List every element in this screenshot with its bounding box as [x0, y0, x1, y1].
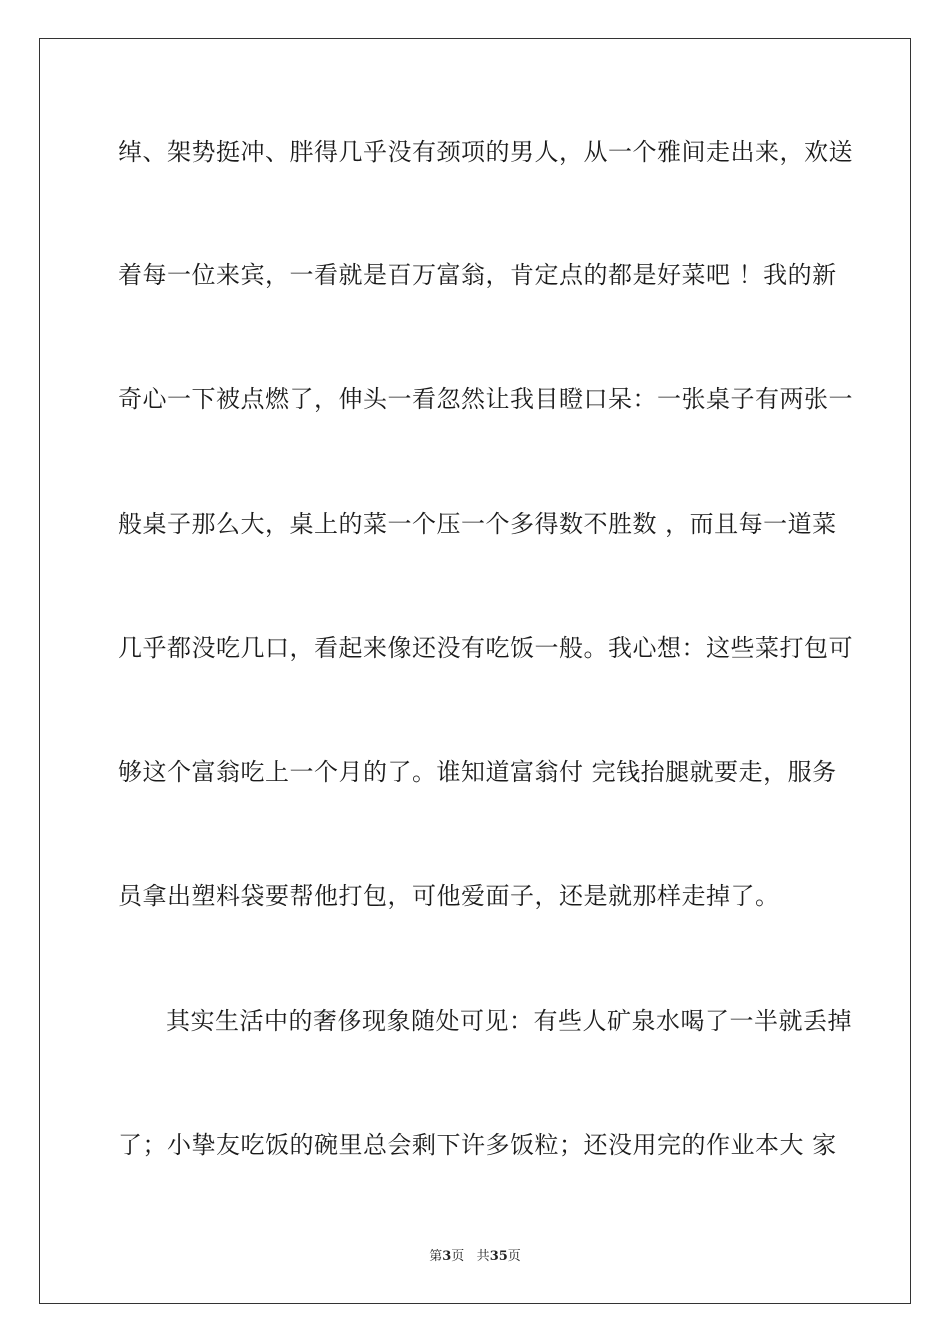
total-prefix: 共 [476, 1249, 490, 1264]
text-line-6: 够这个富翁吃上一个月的了。谁知道富翁付 完钱抬腿就要走，服务 [118, 758, 837, 786]
page-number: 3 [442, 1249, 452, 1264]
paragraph-first-line: 其实生活中的奢侈现象随处可见：有些人矿泉水喝了一半就丢掉 [166, 1007, 852, 1035]
total-pages: 35 [489, 1249, 508, 1264]
page-footer [0, 1248, 950, 1266]
text-line-4: 般桌子那么大，桌上的菜一个压一个多得数不胜数 ，而且每一道菜 [118, 510, 837, 538]
page-prefix: 第 [429, 1249, 443, 1264]
page-border [39, 38, 911, 1304]
text-line-1: 绰、架势挺冲、胖得几乎没有颈项的男人，从一个雅间走出来，欢送 [118, 138, 853, 166]
text-line-9: 了；小挚友吃饭的碗里总会剩下许多饭粒；还没用完的作业本大 家 [118, 1131, 837, 1159]
text-line-5: 几乎都没吃几口，看起来像还没有吃饭一般。我心想：这些菜打包可 [118, 634, 853, 662]
total-suffix: 页 [507, 1249, 521, 1264]
text-line-3: 奇心一下被点燃了，伸头一看忽然让我目瞪口呆：一张桌子有两张一 [118, 385, 853, 413]
text-line-2: 着每一位来宾，一看就是百万富翁，肯定点的都是好菜吧 ！我的新 [118, 261, 837, 289]
page-suffix: 页 [451, 1249, 465, 1264]
text-line-7: 员拿出塑料袋要帮他打包，可他爱面子，还是就那样走掉了。 [118, 882, 780, 910]
